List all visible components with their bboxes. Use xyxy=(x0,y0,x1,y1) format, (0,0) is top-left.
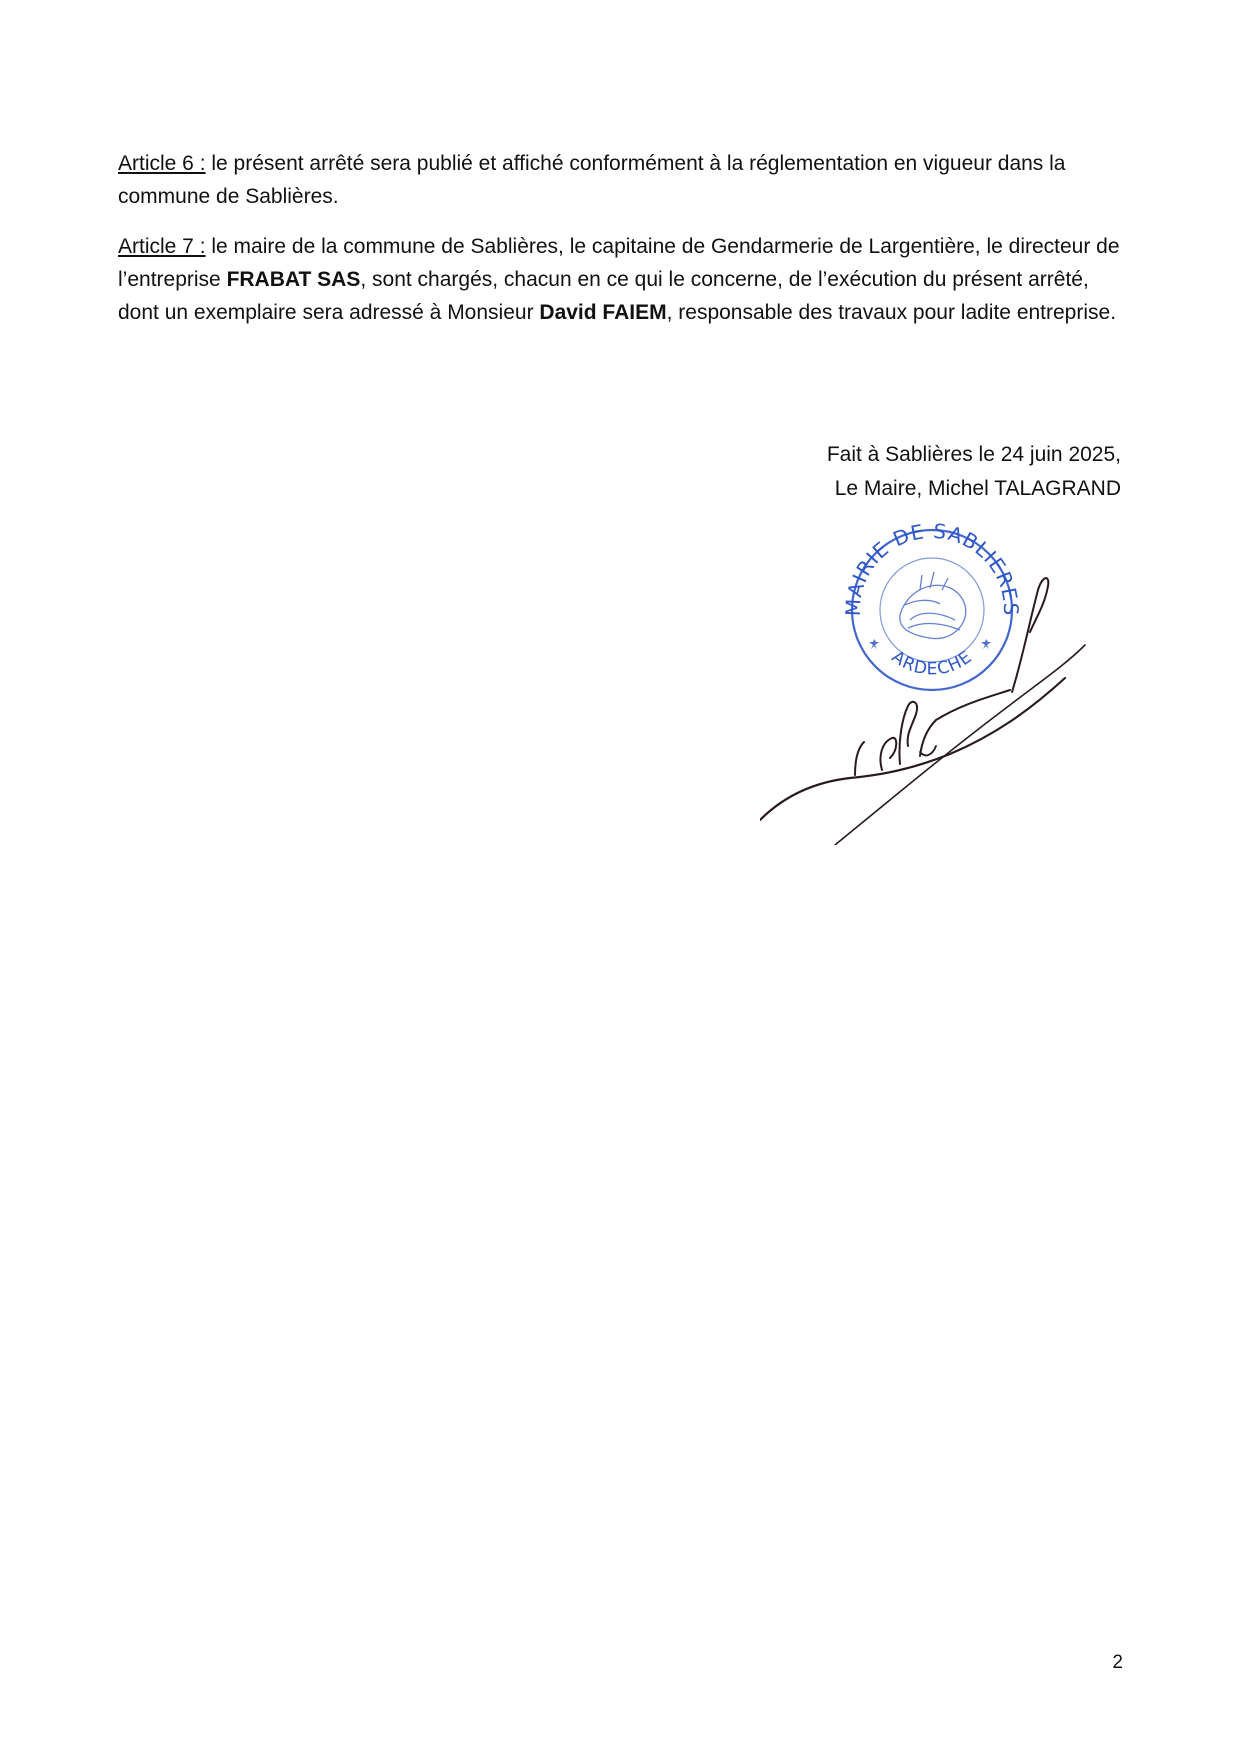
stamp-and-signature xyxy=(760,520,1120,845)
company-name: FRABAT SAS xyxy=(226,268,361,291)
article-7 xyxy=(118,230,1128,329)
signatory: Le Maire, Michel TALAGRAND xyxy=(834,477,1121,500)
article-7-text-2: , sont chargés, chacun en ce qui le concerne, de l’exécution du présent arrêté, dont un exemplaire sera adressé à Monsieur xyxy=(118,268,1089,324)
article-6-text: le présent arrêté sera publié et affiché conformément à la réglementation en vigueur dans la commune de Sablières. xyxy=(118,152,1066,208)
stamp-star-right xyxy=(981,639,991,649)
stamp-bottom-text: ARDECHE xyxy=(887,646,977,680)
svg-text:MAIRIE DE SABLIERES xyxy=(841,520,1023,617)
official-stamp xyxy=(841,520,1023,690)
stamp-top-text: MAIRIE DE SABLIERES xyxy=(840,520,1024,617)
article-6-label: Article 6 : xyxy=(118,152,206,175)
article-7-text-1: le maire de la commune de Sablières, le capitaine de Gendarmerie de Largentière, le directeur de l’entreprise xyxy=(118,235,1120,291)
svg-text:ARDECHE xyxy=(888,647,976,680)
article-7-text-3: , responsable des travaux pour ladite entreprise. xyxy=(666,301,1117,324)
person-name: David FAIEM xyxy=(539,301,667,324)
page-number: 2 xyxy=(1112,1652,1123,1673)
article-7-label: Article 7 : xyxy=(118,235,206,258)
handwritten-signature xyxy=(760,578,1085,845)
stamp-star-left xyxy=(869,639,879,649)
place-date: Fait à Sablières le 24 juin 2025, xyxy=(826,443,1121,466)
closing-block xyxy=(827,438,1121,506)
stamp-emblem xyxy=(900,572,966,639)
article-6 xyxy=(118,147,1128,213)
